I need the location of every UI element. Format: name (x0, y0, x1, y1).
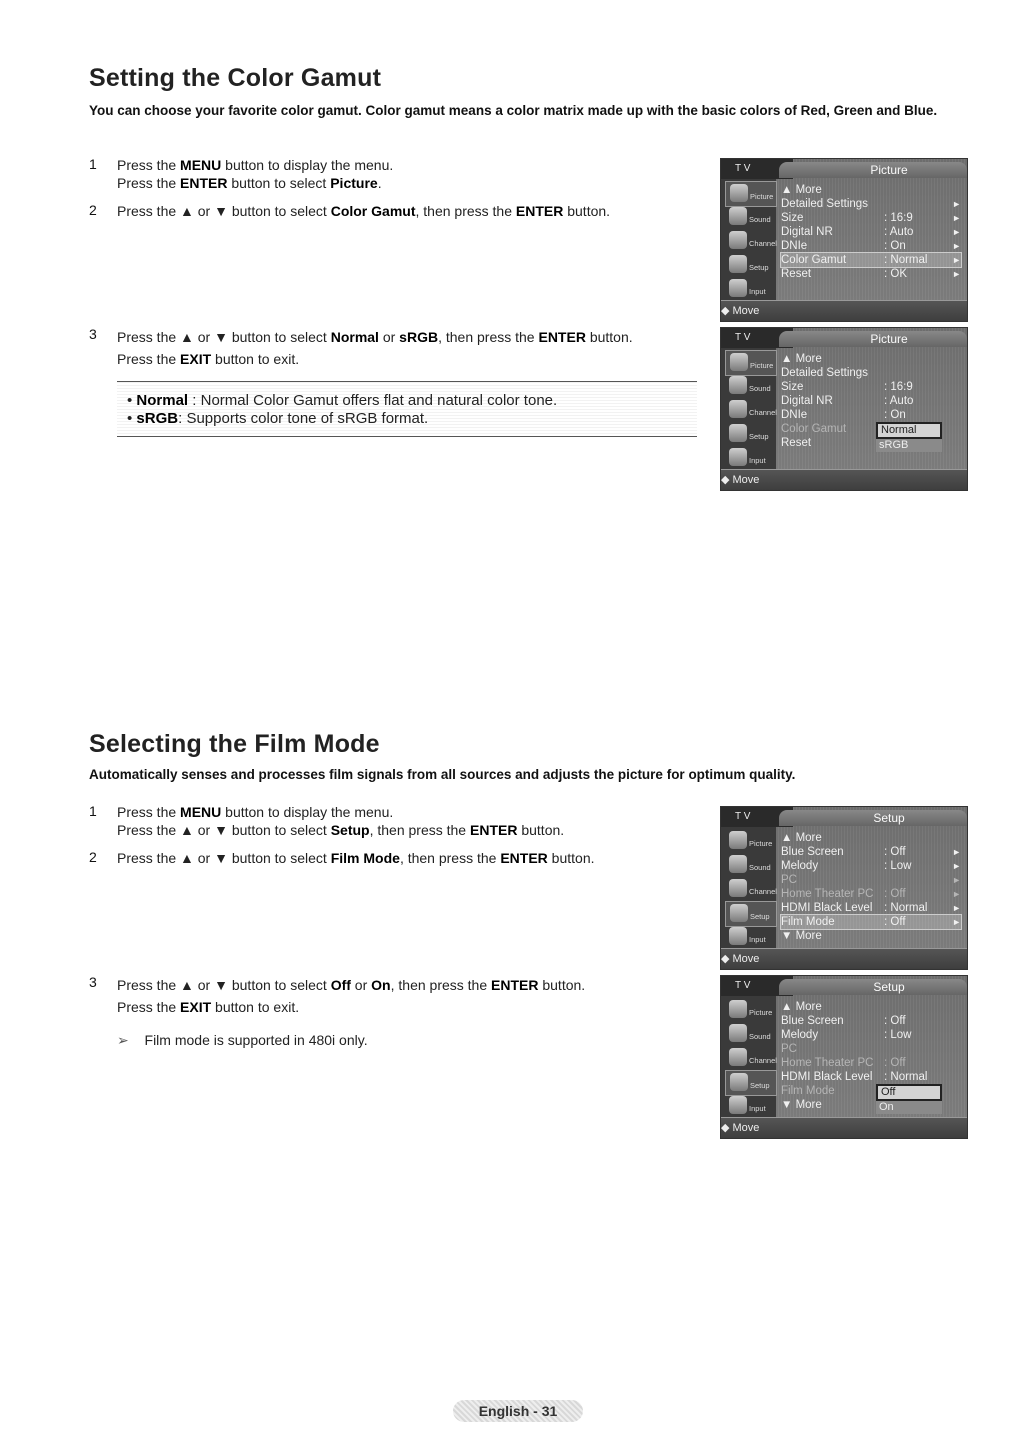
sidebar-item-label: Input (749, 456, 766, 465)
chevron-right-icon: ► (952, 199, 961, 209)
menu-footer (721, 948, 967, 969)
step-number: 2 (89, 202, 97, 218)
sound-icon (729, 376, 747, 394)
menu-item-value: : Off (884, 888, 906, 900)
menu-content (779, 179, 967, 301)
menu-item-value: : Normal (884, 254, 928, 266)
menu-item-label: Color Gamut (781, 254, 847, 266)
tv-menu-setup-dropdown (720, 975, 968, 1139)
menu-item[interactable] (781, 366, 961, 380)
tip-line (117, 1031, 368, 1049)
menu-item[interactable] (781, 1014, 961, 1028)
step-number: 3 (89, 974, 97, 990)
option-dropdown[interactable] (876, 1084, 942, 1114)
menu-item-label: HDMI Black Level (781, 1071, 873, 1083)
input-icon (729, 1096, 747, 1114)
enter-hint (721, 1138, 967, 1139)
menu-content (779, 996, 967, 1118)
menu-item-label: Digital NR (781, 395, 833, 407)
menu-item-label: ▲ More (781, 184, 822, 196)
menu-item-label: Reset (781, 437, 812, 449)
step-text (117, 156, 393, 192)
menu-item-value: : Normal (884, 902, 928, 914)
sidebar-item-sound[interactable] (725, 205, 775, 229)
menu-item-label: ▼ More (781, 930, 822, 942)
sidebar-item-label: Picture (750, 192, 774, 201)
menu-item-label: ▲ More (781, 1001, 822, 1013)
menu-title: Setup (873, 811, 905, 825)
sidebar-item-label: Input (749, 287, 766, 296)
note-box (117, 381, 697, 437)
menu-content (779, 348, 967, 470)
menu-item-value: : OK (884, 268, 908, 280)
menu-content (779, 827, 967, 949)
menu-item[interactable] (781, 394, 961, 408)
channel-icon (729, 879, 747, 897)
menu-item-value: : Off (884, 916, 906, 928)
sidebar-item-picture[interactable] (725, 998, 775, 1022)
menu-item-label: Digital NR (781, 226, 833, 238)
menu-item[interactable] (781, 887, 961, 901)
sidebar-item-picture[interactable] (725, 181, 777, 207)
sidebar-item-channel[interactable] (725, 398, 775, 422)
sidebar-item-sound[interactable] (725, 374, 775, 398)
step-line: Press the ▲ or ▼ button to select Film Mode, then press the ENTER button. (117, 850, 595, 866)
sidebar-item-label: Sound (749, 1032, 771, 1041)
menu-item[interactable] (781, 225, 961, 239)
input-icon (729, 927, 747, 945)
menu-item-label: Size (781, 212, 804, 224)
step-text (117, 974, 585, 1018)
menu-item-label: DNIe (781, 409, 808, 421)
menu-item-value: : Normal (884, 1071, 928, 1083)
move-hint: ◆ Move (721, 953, 760, 965)
step-line: Press the ▲ or ▼ button to select Color Gamut, then press the ENTER button. (117, 203, 611, 219)
menu-footer (721, 1117, 967, 1138)
sidebar-item-setup[interactable] (725, 422, 775, 446)
menu-item-value: : On (884, 240, 906, 252)
chevron-right-icon: ► (952, 847, 961, 857)
setup-icon (729, 255, 747, 273)
menu-item[interactable] (781, 1028, 961, 1042)
enter-hint (721, 969, 967, 970)
menu-item-label: Home Theater PC (781, 888, 874, 900)
note-normal: • Normal : Normal Color Gamut offers flat and natural color tone. (127, 392, 558, 409)
sidebar-item-label: Input (749, 1104, 766, 1113)
step-number: 2 (89, 849, 97, 865)
sidebar-item-setup[interactable] (725, 901, 777, 927)
setup-icon (729, 424, 747, 442)
step-line: Press the EXIT button to exit. (117, 999, 300, 1015)
chevron-right-icon: ► (952, 213, 961, 223)
menu-item-value: : Off (884, 1057, 906, 1069)
menu-item-label: Detailed Settings (781, 367, 868, 379)
menu-item-value: : Auto (884, 395, 914, 407)
menu-item-value: : Low (884, 1029, 912, 1041)
enter-hint (721, 321, 967, 322)
pointer-arrow-icon: ➢ (117, 1032, 129, 1048)
menu-item[interactable] (781, 408, 961, 422)
option-dropdown[interactable] (876, 422, 942, 452)
menu-item-value: : 16:9 (884, 381, 913, 393)
menu-item-label: ▲ More (781, 353, 822, 365)
step-text (117, 202, 610, 220)
menu-item-label: Color Gamut (781, 423, 847, 435)
dropdown-option[interactable]: sRGB (876, 439, 942, 452)
menu-item[interactable] (781, 380, 961, 394)
menu-item-label: Reset (781, 268, 812, 280)
chevron-right-icon: ► (952, 875, 961, 885)
section-title-color-gamut: Setting the Color Gamut (89, 64, 382, 92)
menu-item-label: PC (781, 1043, 797, 1055)
enter-hint (721, 490, 967, 491)
section-title-film-mode: Selecting the Film Mode (89, 730, 380, 758)
sidebar-item-setup[interactable] (725, 253, 775, 277)
step-line: Press the ▲ or ▼ button to select Off or On, then press the ENTER button. (117, 977, 586, 993)
step-number: 1 (89, 803, 97, 819)
chevron-right-icon: ► (952, 917, 961, 927)
menu-item-label: ▲ More (781, 832, 822, 844)
menu-item[interactable] (781, 929, 961, 943)
menu-item-label: Size (781, 381, 804, 393)
menu-item[interactable] (781, 239, 961, 253)
chevron-right-icon: ► (952, 889, 961, 899)
menu-sidebar (721, 827, 776, 949)
sidebar-item-channel[interactable] (725, 229, 775, 253)
menu-item[interactable] (781, 859, 961, 873)
sidebar-item-label: Channel (749, 887, 777, 896)
step-number: 3 (89, 326, 97, 342)
sound-icon (729, 855, 747, 873)
menu-item[interactable] (781, 253, 961, 267)
menu-title: Picture (870, 332, 908, 346)
menu-item-label: Melody (781, 1029, 819, 1041)
chevron-right-icon: ► (952, 861, 961, 871)
dropdown-option[interactable]: Normal (876, 422, 942, 439)
menu-item-value: : Off (884, 846, 906, 858)
menu-item[interactable] (781, 267, 961, 281)
menu-sidebar (721, 348, 776, 470)
menu-item[interactable] (781, 197, 961, 211)
menu-sidebar (721, 996, 776, 1118)
menu-item-value: : Low (884, 860, 912, 872)
menu-title: Setup (873, 980, 905, 994)
sidebar-item-label: Channel (749, 239, 777, 248)
section-lead-film-mode: Automatically senses and processes film signals from all sources and adjusts the picture for optimum quality. (89, 767, 796, 782)
page-number: English - 31 (453, 1400, 583, 1422)
menu-item[interactable] (781, 873, 961, 887)
menu-footer (721, 300, 967, 321)
menu-item[interactable] (781, 211, 961, 225)
menu-item-label: Blue Screen (781, 1015, 844, 1027)
menu-item-label: Melody (781, 860, 819, 872)
menu-item[interactable] (781, 183, 961, 197)
step-text (117, 326, 633, 370)
menu-item-label: HDMI Black Level (781, 902, 873, 914)
sidebar-item-label: Picture (749, 1008, 773, 1017)
channel-icon (729, 1048, 747, 1066)
tv-label: T V (721, 328, 793, 348)
step-line: Press the EXIT button to exit. (117, 351, 300, 367)
chevron-right-icon: ► (952, 227, 961, 237)
sidebar-item-label: Sound (749, 384, 771, 393)
menu-item[interactable] (781, 1000, 961, 1014)
picture-icon (729, 831, 747, 849)
menu-item[interactable] (781, 1042, 961, 1056)
chevron-right-icon: ► (952, 903, 961, 913)
menu-item-label: Blue Screen (781, 846, 844, 858)
sidebar-item-picture[interactable] (725, 350, 777, 376)
menu-item-value: : 16:9 (884, 212, 913, 224)
sidebar-item-picture[interactable] (725, 829, 775, 853)
sidebar-item-label: Setup (750, 1081, 770, 1090)
sidebar-item-label: Picture (750, 361, 774, 370)
menu-item-label: DNIe (781, 240, 808, 252)
menu-sidebar (721, 179, 776, 301)
menu-item-value: : On (884, 409, 906, 421)
sound-icon (729, 207, 747, 225)
menu-item-label: ▼ More (781, 1099, 822, 1111)
sidebar-item-label: Setup (749, 432, 769, 441)
dropdown-option[interactable]: Off (876, 1084, 942, 1101)
step-line: Press the ▲ or ▼ button to select Normal or sRGB, then press the ENTER button. (117, 329, 633, 345)
sidebar-item-channel[interactable] (725, 1046, 775, 1070)
step-line: Press the ▲ or ▼ button to select Setup, then press the ENTER button. (117, 822, 565, 838)
sidebar-item-label: Sound (749, 215, 771, 224)
sound-icon (729, 1024, 747, 1042)
sidebar-item-setup[interactable] (725, 1070, 777, 1096)
channel-icon (729, 231, 747, 249)
menu-item-value: : Auto (884, 226, 914, 238)
sidebar-item-input[interactable] (725, 446, 775, 470)
menu-item-label: Home Theater PC (781, 1057, 874, 1069)
sidebar-item-label: Input (749, 935, 766, 944)
menu-item-label: PC (781, 874, 797, 886)
sidebar-item-label: Channel (749, 408, 777, 417)
sidebar-item-sound[interactable] (725, 853, 775, 877)
setup-icon (730, 904, 748, 922)
channel-icon (729, 400, 747, 418)
tv-menu-picture (720, 158, 968, 322)
menu-item[interactable] (781, 901, 961, 915)
sidebar-item-label: Setup (749, 263, 769, 272)
move-hint: ◆ Move (721, 474, 760, 486)
picture-icon (729, 1000, 747, 1018)
sidebar-item-input[interactable] (725, 277, 775, 301)
input-icon (729, 448, 747, 466)
menu-item-label: Detailed Settings (781, 198, 868, 210)
menu-item-value: : Off (884, 1015, 906, 1027)
step-text (117, 849, 595, 867)
tv-label: T V (721, 807, 793, 827)
tv-menu-picture-dropdown (720, 327, 968, 491)
sidebar-item-sound[interactable] (725, 1022, 775, 1046)
move-hint: ◆ Move (721, 1122, 760, 1134)
setup-icon (730, 1073, 748, 1091)
step-line: Press the ENTER button to select Picture. (117, 175, 382, 191)
step-number: 1 (89, 156, 97, 172)
menu-item[interactable] (781, 915, 961, 929)
sidebar-item-input[interactable] (725, 925, 775, 949)
chevron-right-icon: ► (952, 255, 961, 265)
chevron-right-icon: ► (952, 241, 961, 251)
menu-item[interactable] (781, 845, 961, 859)
tv-label: T V (721, 976, 793, 996)
menu-item[interactable] (781, 831, 961, 845)
note-srgb: • sRGB: Supports color tone of sRGB format. (127, 410, 429, 427)
tip-text: Film mode is supported in 480i only. (144, 1032, 368, 1048)
menu-item[interactable] (781, 352, 961, 366)
tv-menu-setup (720, 806, 968, 970)
step-text (117, 803, 564, 839)
sidebar-item-input[interactable] (725, 1094, 775, 1118)
tv-label: T V (721, 159, 793, 179)
sidebar-item-channel[interactable] (725, 877, 775, 901)
step-line: Press the MENU button to display the menu. (117, 804, 394, 820)
sidebar-item-label: Picture (749, 839, 773, 848)
chevron-right-icon: ► (952, 269, 961, 279)
menu-title: Picture (870, 163, 908, 177)
picture-icon (730, 353, 748, 371)
section-lead-color-gamut: You can choose your favorite color gamut. Color gamut means a color matrix made up with the basic colors of Red, Green and Blue. (89, 103, 938, 118)
menu-footer (721, 469, 967, 490)
sidebar-item-label: Channel (749, 1056, 777, 1065)
dropdown-option[interactable]: On (876, 1101, 942, 1114)
sidebar-item-label: Setup (750, 912, 770, 921)
step-line: Press the MENU button to display the menu. (117, 157, 394, 173)
input-icon (729, 279, 747, 297)
picture-icon (730, 184, 748, 202)
move-hint: ◆ Move (721, 305, 760, 317)
menu-item[interactable] (781, 1070, 961, 1084)
menu-item-label: Film Mode (781, 916, 835, 928)
menu-item-label: Film Mode (781, 1085, 835, 1097)
menu-item[interactable] (781, 1056, 961, 1070)
sidebar-item-label: Sound (749, 863, 771, 872)
